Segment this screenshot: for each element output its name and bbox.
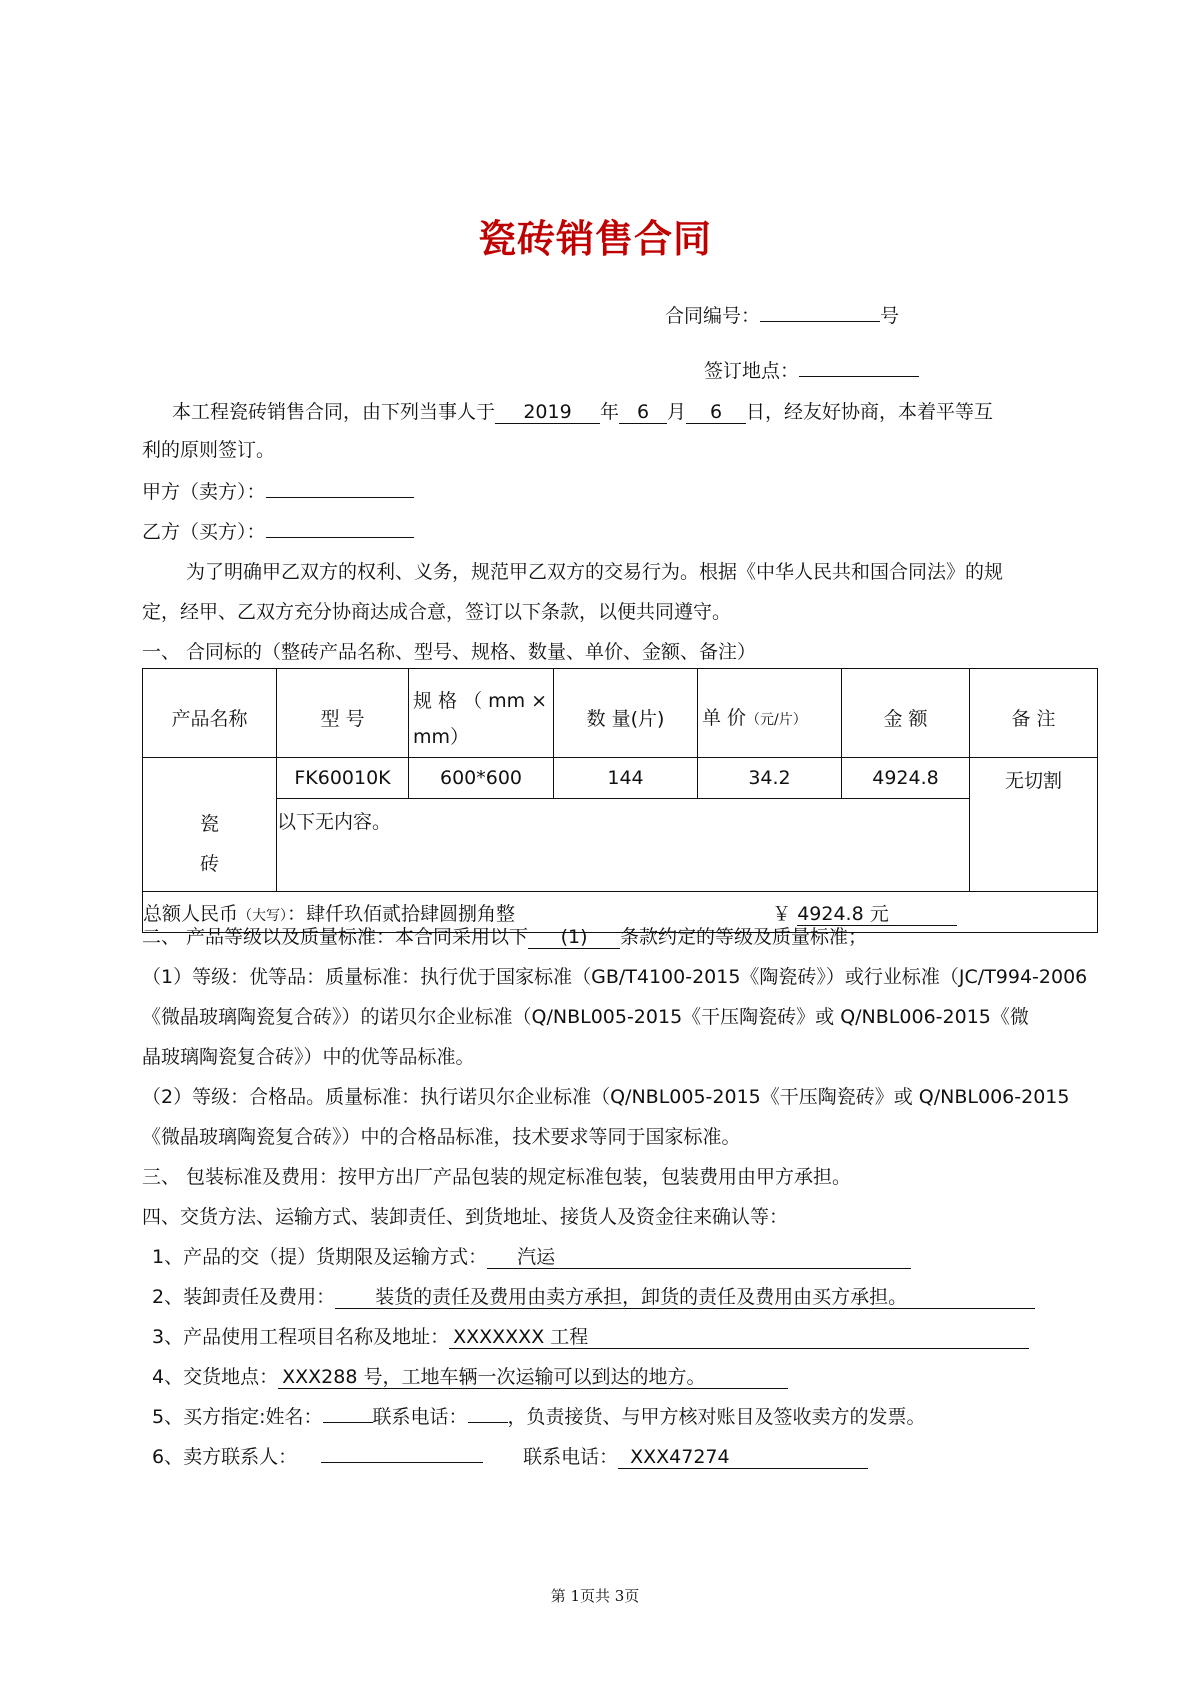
day-unit: 日，经友好协商，本着平等互 xyxy=(746,401,994,423)
contract-number-suffix: 号 xyxy=(880,305,900,327)
table-row xyxy=(143,799,1098,892)
section-1-heading: 一、 合同标的（整砖产品名称、型号、规格、数量、单价、金额、备注） xyxy=(142,641,757,663)
header-qty: 数 量(片) xyxy=(586,708,665,730)
buyer-name-field[interactable] xyxy=(323,1422,373,1423)
header-amount: 金 额 xyxy=(883,708,928,730)
handling-field[interactable]: 装货的责任及费用由卖方承担，卸货的责任及费用由买方承担。 xyxy=(335,1286,1035,1309)
handling-label: 2、装卸责任及费用： xyxy=(152,1286,336,1308)
total-yen-sign: ￥ xyxy=(772,902,792,925)
header-spec-line-1: 规 格 （ mm × xyxy=(413,690,548,712)
total-label-note: （大写） xyxy=(238,907,288,924)
header-cell xyxy=(554,669,698,758)
buyer-phone-label: 联系电话： xyxy=(372,1406,468,1428)
grade-2-line-2: 《微晶玻璃陶瓷复合砖》）中的合格品标准，技术要求等同于国家标准。 xyxy=(142,1126,741,1148)
seller-phone-label: 联系电话： xyxy=(523,1446,619,1468)
no-more-content: 以下无内容。 xyxy=(277,799,970,892)
total-in-words: ：肆仟玖佰贰拾肆圆捌角整 xyxy=(287,902,516,925)
seller-contact-field[interactable] xyxy=(321,1462,483,1463)
document-title: 瓷砖销售合同 xyxy=(477,217,712,261)
sign-place-field[interactable] xyxy=(799,376,919,377)
grade-1-line-1: （1）等级：优等品：质量标准：执行优于国家标准（GB/T4100-2015《陶瓷砖》）或行业标准（JC/T994-2006 xyxy=(142,966,1088,988)
goods-table xyxy=(142,668,1098,933)
section-2-choice[interactable]: (1) xyxy=(528,926,620,949)
year-unit: 年 xyxy=(600,401,620,423)
cell-amount: 4924.8 xyxy=(842,758,970,799)
sign-year[interactable]: 2019 xyxy=(495,401,600,424)
delivery-item-3 xyxy=(152,1324,1029,1350)
contract-number-field[interactable] xyxy=(760,321,880,322)
intro-line-1 xyxy=(172,399,993,425)
section-2-heading xyxy=(142,924,867,950)
header-spec-line-2: mm） xyxy=(413,726,470,748)
delivery-term-field[interactable]: 汽运 xyxy=(487,1246,911,1269)
header-price xyxy=(698,686,841,740)
header-cell xyxy=(970,669,1098,758)
header-price-main: 单 价 xyxy=(702,707,747,729)
header-remark: 备 注 xyxy=(1011,708,1056,730)
section-2-suffix: 条款约定的等级及质量标准； xyxy=(620,926,868,948)
party-a-line xyxy=(142,479,414,505)
delivery-term-label: 1、产品的交（提）货期限及运输方式： xyxy=(152,1246,488,1268)
section-3-text: 三、 包装标准及费用：按甲方出厂产品包装的规定标准包装，包装费用由甲方承担。 xyxy=(142,1166,852,1188)
month-unit: 月 xyxy=(667,401,687,423)
table-header-row xyxy=(143,669,1098,758)
header-cell xyxy=(409,669,554,758)
buyer-name-label: 5、买方指定:姓名： xyxy=(152,1406,323,1428)
seller-contact-label: 6、卖方联系人： xyxy=(152,1446,298,1468)
project-field[interactable]: XXXXXXX 工程 xyxy=(449,1326,1029,1349)
delivery-item-5 xyxy=(152,1404,926,1430)
product-name xyxy=(143,766,276,884)
header-cell xyxy=(842,669,970,758)
sign-month[interactable]: 6 xyxy=(619,401,667,424)
grade-2-line-1: （2）等级：合格品。质量标准：执行诺贝尔企业标准（Q/NBL005-2015《干压陶瓷砖》或 Q/NBL006-2015 xyxy=(142,1086,1070,1108)
cell-price: 34.2 xyxy=(698,758,842,799)
party-a-label: 甲方（卖方）： xyxy=(142,481,266,503)
buyer-duty-text: ，负责接货、与甲方核对账目及签收卖方的发票。 xyxy=(507,1406,926,1428)
delivery-item-4 xyxy=(152,1364,788,1390)
sign-place-line xyxy=(704,358,919,384)
project-label: 3、产品使用工程项目名称及地址： xyxy=(152,1326,450,1348)
purpose-line-1: 为了明确甲乙双方的权利、义务，规范甲乙双方的交易行为。根据《中华人民共和国合同法》的规 xyxy=(186,561,1004,583)
section-4-heading: 四、交货方法、运输方式、装卸责任、到货地址、接货人及资金往来确认等： xyxy=(142,1206,789,1228)
product-name-line-2: 砖 xyxy=(199,852,219,875)
header-price-unit: （元/片） xyxy=(746,712,807,728)
header-cell xyxy=(698,669,842,758)
total-label: 总额人民币 xyxy=(143,902,239,925)
cell-spec: 600*600 xyxy=(409,758,554,799)
header-cell xyxy=(277,669,409,758)
section-2-prefix: 二、 产品等级以及质量标准：本合同采用以下 xyxy=(142,926,529,948)
cell-remark: 无切割 xyxy=(970,758,1098,892)
contract-number-line xyxy=(665,303,899,329)
delivery-item-6 xyxy=(152,1444,868,1470)
contract-number-label: 合同编号： xyxy=(665,305,761,327)
delivery-item-1 xyxy=(152,1244,911,1270)
page-number: 第 1页共 3页 xyxy=(550,1587,640,1605)
party-b-line xyxy=(142,519,414,545)
delivery-item-2 xyxy=(152,1284,1035,1310)
intro-prefix: 本工程瓷砖销售合同，由下列当事人于 xyxy=(172,401,496,423)
intro-line-2: 利的原则签订。 xyxy=(142,439,276,461)
delivery-place-field[interactable]: XXX288 号，工地车辆一次运输可以到达的地方。 xyxy=(278,1366,788,1389)
header-product-name: 产品名称 xyxy=(171,708,248,730)
header-cell xyxy=(143,669,277,758)
party-b-label: 乙方（买方）： xyxy=(142,521,266,543)
seller-phone-field[interactable]: XXX47274 xyxy=(618,1446,868,1469)
purpose-line-2: 定，经甲、乙双方充分协商达成合意，签订以下条款，以便共同遵守。 xyxy=(142,601,732,623)
product-name-cell xyxy=(143,758,277,892)
delivery-place-label: 4、交货地点： xyxy=(152,1366,279,1388)
buyer-phone-field[interactable] xyxy=(468,1422,508,1423)
sign-day[interactable]: 6 xyxy=(686,401,746,424)
header-model: 型 号 xyxy=(320,708,365,730)
total-value: 4924.8 元 xyxy=(797,903,957,926)
party-a-field[interactable] xyxy=(266,497,414,498)
cell-qty: 144 xyxy=(554,758,698,799)
grade-1-line-3: 晶玻璃陶瓷复合砖》）中的优等品标准。 xyxy=(142,1046,475,1068)
product-name-line-1: 瓷 xyxy=(199,812,219,835)
party-b-field[interactable] xyxy=(266,537,414,538)
table-row xyxy=(143,758,1098,799)
cell-model: FK60010K xyxy=(277,758,409,799)
grade-1-line-2: 《微晶玻璃陶瓷复合砖》）的诺贝尔企业标准（Q/NBL005-2015《干压陶瓷砖》或 Q/NBL006-2015《微 xyxy=(142,1006,1029,1028)
header-spec xyxy=(409,669,553,757)
sign-place-label: 签订地点： xyxy=(704,360,800,382)
